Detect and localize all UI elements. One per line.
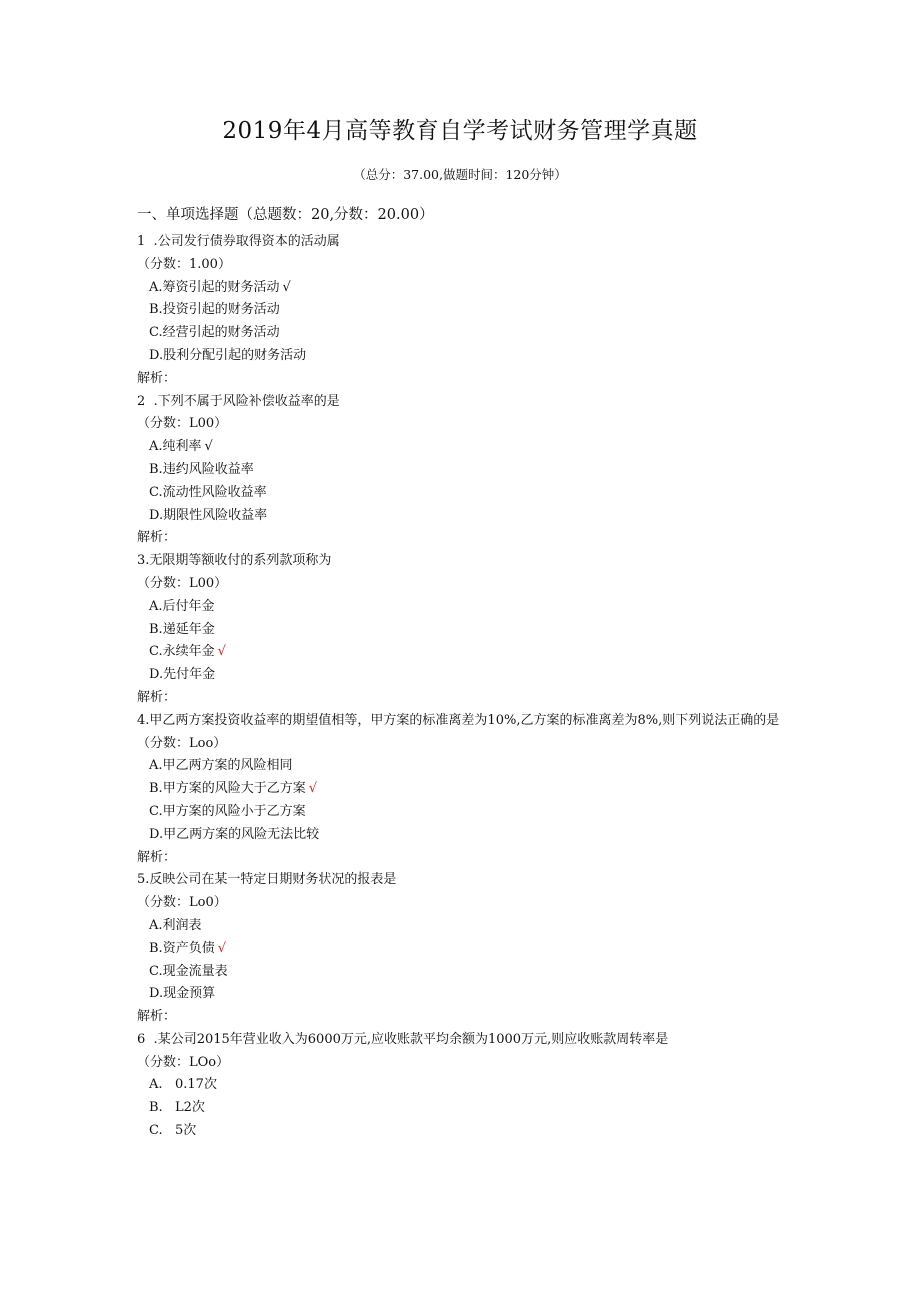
question-text <box>137 1029 797 1052</box>
question-body: 反映公司在某一特定日期财务状况的报表是 <box>149 872 397 888</box>
question-score: （分数：1.00） <box>137 256 231 272</box>
option-item <box>137 299 797 322</box>
option-item <box>137 938 797 961</box>
correct-check-icon: √ <box>204 439 213 455</box>
option-text: 股利分配引起的财务活动 <box>163 347 307 363</box>
question-number-separator: . <box>145 1031 158 1047</box>
option-letter: C. <box>149 963 163 979</box>
option-letter: B. <box>149 1100 163 1116</box>
question-number: 3 <box>137 553 146 569</box>
option-item <box>137 345 797 368</box>
page-title: 2019年4月高等教育自学考试财务管理学真题 <box>222 118 698 144</box>
option-letter: A. <box>149 279 163 295</box>
option-item <box>137 322 797 345</box>
question-list <box>137 231 797 1143</box>
question-score: （分数：L00） <box>137 575 228 591</box>
option-item <box>137 436 797 459</box>
correct-check-icon: √ <box>308 781 317 797</box>
option-letter: C. <box>149 325 163 341</box>
option-text: 0.17次 <box>175 1077 217 1093</box>
question-number: 5 <box>137 872 146 888</box>
option-item <box>137 1120 797 1143</box>
option-item <box>137 915 797 938</box>
option-letter: C. <box>149 484 163 500</box>
option-letter: A. <box>149 439 163 455</box>
option-text: 期限性风险收益率 <box>163 507 268 523</box>
exam-content <box>137 203 797 1143</box>
option-item <box>137 596 797 619</box>
option-letter: D. <box>149 667 164 683</box>
question-text <box>137 869 797 892</box>
question-text <box>137 550 797 573</box>
option-item <box>137 641 797 664</box>
option-item <box>137 961 797 984</box>
question-score: （分数：L00） <box>137 416 228 432</box>
option-letter: B. <box>149 621 163 637</box>
question-item <box>137 869 797 1029</box>
analysis-label: 解析： <box>137 1009 177 1025</box>
option-letter: B. <box>149 461 163 477</box>
option-letter: C. <box>149 803 163 819</box>
option-text: 永续年金 <box>162 644 215 660</box>
question-text <box>137 391 797 414</box>
question-item <box>137 710 797 870</box>
option-text: 利润表 <box>162 917 202 933</box>
option-item <box>137 1074 797 1097</box>
option-item <box>137 755 797 778</box>
option-letter: A. <box>149 1077 163 1093</box>
option-item <box>137 482 797 505</box>
option-letter: C. <box>149 644 163 660</box>
option-letter: D. <box>149 986 164 1002</box>
option-text: 5次 <box>175 1123 197 1139</box>
question-number: 6 <box>137 1031 146 1047</box>
question-body: 下列不属于风险补偿收益率的是 <box>157 393 340 409</box>
option-letter: A. <box>149 917 163 933</box>
analysis-label: 解析： <box>137 370 177 386</box>
question-number: 4 <box>137 712 146 728</box>
option-letter: C. <box>149 1123 163 1139</box>
question-number-separator: . <box>145 234 158 249</box>
option-item <box>137 505 797 528</box>
section-heading: 一、单项选择题（总题数：20,分数：20.00） <box>137 207 434 223</box>
question-body: 公司发行债券取得资本的活动属 <box>157 234 340 249</box>
question-score: （分数：Loo） <box>137 735 227 751</box>
option-item <box>137 778 797 801</box>
option-item <box>137 459 797 482</box>
option-text: 甲方案的风险小于乙方案 <box>162 803 306 819</box>
question-number-separator: . <box>145 872 150 888</box>
correct-check-icon: √ <box>217 940 226 956</box>
option-letter: D. <box>149 507 164 523</box>
question-item <box>137 550 797 710</box>
option-letter: B. <box>149 302 163 318</box>
option-item <box>137 824 797 847</box>
exam-meta: （总分：37.00,做题时间：120分钟） <box>353 167 567 182</box>
option-text: 甲乙两方案的风险无法比较 <box>163 826 320 842</box>
option-text: 资产负债 <box>162 940 215 956</box>
option-text: 流动性风险收益率 <box>162 484 267 500</box>
question-score: （分数：LOo） <box>137 1054 230 1070</box>
option-letter: A. <box>149 758 163 774</box>
question-item <box>137 231 797 391</box>
option-text: 投资引起的财务活动 <box>162 302 280 318</box>
question-score: （分数：Lo0） <box>137 895 227 911</box>
option-text: 纯利率 <box>162 439 202 455</box>
question-number-separator: . <box>145 393 158 409</box>
option-text: 违约风险收益率 <box>162 461 254 477</box>
question-item <box>137 391 797 551</box>
option-text: 甲乙两方案的风险相同 <box>162 758 293 774</box>
question-number-separator: . <box>145 553 150 569</box>
question-body: 某公司2015年营业收入为6000万元,应收账款平均余额为1000万元,则应收账款周转率是 <box>157 1031 669 1047</box>
question-number: 2 <box>137 393 146 409</box>
option-letter: D. <box>149 347 164 363</box>
question-item <box>137 1029 797 1143</box>
question-body: 甲乙两方案投资收益率的期望值相等，甲方案的标准离差为10%,乙方案的标准离差为8%,则下列说法正确的是 <box>149 712 780 728</box>
question-number: 1 <box>137 234 146 249</box>
option-letter: B. <box>149 940 163 956</box>
option-text: 经营引起的财务活动 <box>162 325 280 341</box>
question-number-separator: . <box>145 712 150 728</box>
option-letter: D. <box>149 826 164 842</box>
option-text: 现金流量表 <box>162 963 228 979</box>
option-text: 筹资引起的财务活动 <box>162 279 280 295</box>
option-text: 甲方案的风险大于乙方案 <box>162 781 306 797</box>
option-text: 现金预算 <box>163 986 216 1002</box>
correct-check-icon: √ <box>282 279 291 295</box>
analysis-label: 解析： <box>137 689 177 705</box>
option-text: 后付年金 <box>162 598 215 614</box>
question-text <box>137 710 797 733</box>
option-item <box>137 983 797 1006</box>
option-letter: B. <box>149 781 163 797</box>
option-item <box>137 277 797 300</box>
option-item <box>137 801 797 824</box>
option-item <box>137 1097 797 1120</box>
option-text: 递延年金 <box>162 621 215 637</box>
analysis-label: 解析： <box>137 849 177 865</box>
correct-check-icon: √ <box>217 644 226 660</box>
question-text <box>137 231 797 254</box>
option-item <box>137 664 797 687</box>
question-body: 无限期等额收付的系列款项称为 <box>149 553 332 569</box>
option-letter: A. <box>149 598 163 614</box>
option-item <box>137 619 797 642</box>
option-text: L2次 <box>175 1100 205 1116</box>
option-text: 先付年金 <box>163 667 216 683</box>
analysis-label: 解析： <box>137 530 177 546</box>
